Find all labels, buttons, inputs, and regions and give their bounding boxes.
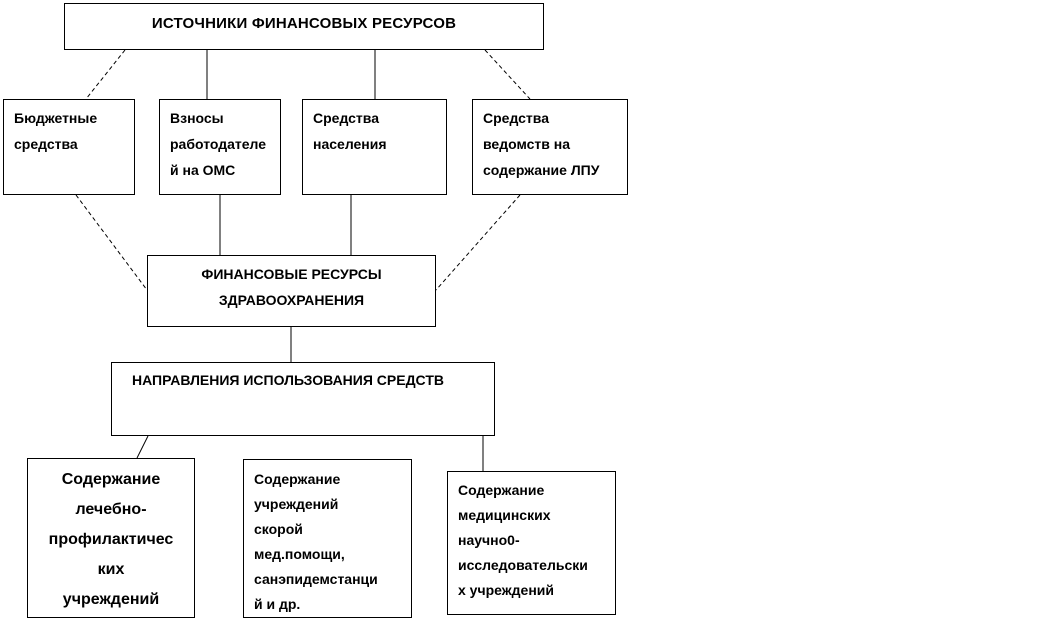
source-employer-label: Взносы работодателе й на ОМС — [170, 110, 267, 178]
use-lpu-box — [27, 458, 195, 618]
health-resources-label: ФИНАНСОВЫЕ РЕСУРСЫ ЗДРАВООХРАНЕНИЯ — [201, 266, 382, 308]
source-employer-box — [159, 99, 281, 195]
use-research-box — [447, 471, 616, 615]
connector-agencies-health — [436, 195, 520, 290]
sources-title: ИСТОЧНИКИ ФИНАНСОВЫХ РЕСУРСОВ — [151, 15, 457, 32]
use-ambulance-label: Содержание учреждений скорой мед.помощи, санэпидемстанци й и др. — [254, 471, 378, 612]
source-budget-box — [3, 99, 135, 195]
use-research-label: Содержание медицинских научно0- исследовательски х учреждений — [458, 482, 588, 598]
connector-directions-lpu — [137, 436, 148, 458]
source-budget-label: Бюджетные средства — [14, 110, 98, 152]
source-agencies-box — [472, 99, 628, 195]
use-lpu-label: Содержание лечебно- профилактичес ких учреждений — [48, 471, 174, 608]
directions-box — [111, 362, 495, 436]
connector-title-agencies — [485, 50, 530, 99]
use-ambulance-box — [243, 459, 412, 618]
connector-budget-health — [76, 195, 147, 290]
source-population-box — [302, 99, 447, 195]
health-resources-box — [147, 255, 436, 327]
directions-title: НАПРАВЛЕНИЯ ИСПОЛЬЗОВАНИЯ СРЕДСТВ — [132, 372, 444, 388]
sources-title-box — [64, 3, 544, 50]
source-agencies-label: Средства ведомств на содержание ЛПУ — [483, 110, 600, 178]
connector-title-budget — [86, 50, 125, 99]
source-population-label: Средства населения — [313, 110, 387, 152]
